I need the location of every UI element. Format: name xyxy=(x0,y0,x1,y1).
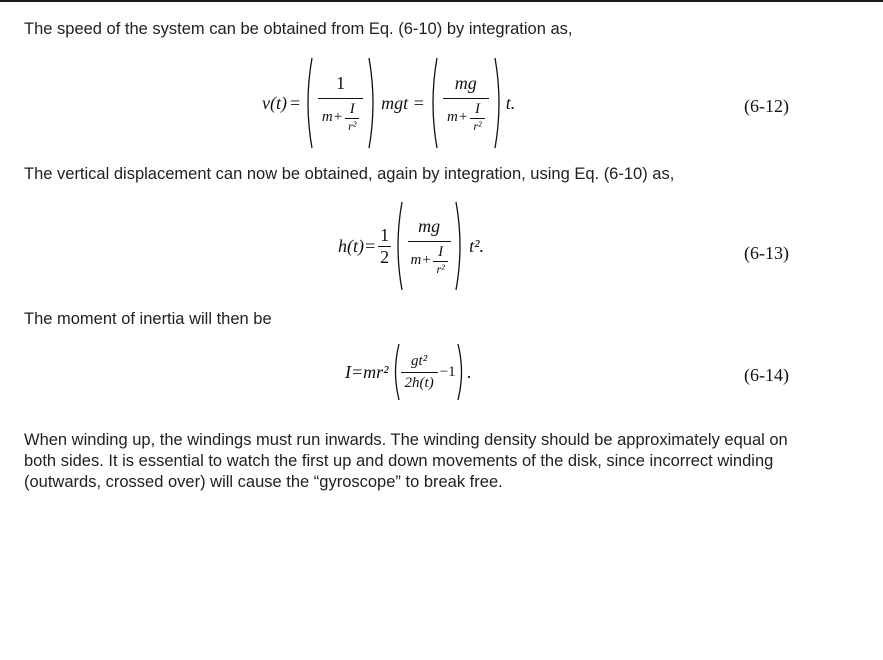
eq1-frac1-inner-I: I xyxy=(349,100,355,117)
eq3-numerator: gt² xyxy=(411,352,428,369)
eq2-m-plus: m+ xyxy=(410,251,432,268)
eq1-frac2-denominator xyxy=(443,98,489,134)
eq2-inner-r2: r² xyxy=(433,261,447,277)
eq1-equals: = xyxy=(289,92,301,113)
eq1-tail: t. xyxy=(505,92,516,113)
eq1-frac1-denominator xyxy=(318,98,364,134)
eq3-lhs: I=mr² xyxy=(345,361,389,382)
eq2-inner-fraction xyxy=(433,244,447,277)
eq1-right-paren xyxy=(368,57,378,149)
paragraph-winding-instructions: When winding up, the windings must run inwards. The winding density should be approximately equal on both sides. It is essential to watch the first up and down movements of the disk, since incorrect winding (outwards, crossed over) will cause the “gyroscope” to break free. xyxy=(24,431,788,491)
eq2-left-paren xyxy=(393,201,403,291)
eq2-denominator xyxy=(408,241,451,277)
eq2-numerator: mg xyxy=(418,215,441,236)
eq2-half-denominator: 2 xyxy=(380,246,390,267)
eq2-half-numerator: 1 xyxy=(380,224,390,245)
eq1-frac1-m: m xyxy=(321,108,333,125)
eq1-frac1-inner xyxy=(345,101,359,134)
eq3-minus-one: −1 xyxy=(439,363,456,380)
eq1-frac2-inner xyxy=(470,101,484,134)
eq3-fraction xyxy=(401,353,438,392)
eq1-frac2-inner-r2: r² xyxy=(470,118,484,134)
eq2-right-paren xyxy=(455,201,465,291)
eq1-mgt: mgt = xyxy=(381,92,425,113)
eq1-right-paren-2 xyxy=(494,57,504,149)
top-border xyxy=(0,0,883,2)
eq3-tail: . xyxy=(466,361,472,382)
eq1-frac1-inner-r2: r² xyxy=(345,118,359,134)
eq1-frac2-plus: + xyxy=(458,108,468,125)
eq2-tail: t². xyxy=(469,235,485,256)
eq1-fraction-2 xyxy=(441,73,491,134)
eq3-right-paren xyxy=(457,343,466,401)
eq2-half-fraction xyxy=(378,225,391,268)
equation-6-13 xyxy=(338,200,484,292)
eq1-fraction-1 xyxy=(316,73,365,134)
eq1-frac1-plus: + xyxy=(333,108,343,125)
eq3-denominator: 2h(t) xyxy=(401,372,438,392)
eq2-fraction xyxy=(406,216,452,277)
eq3-left-paren xyxy=(391,343,400,401)
eq1-frac2-inner-I: I xyxy=(474,100,480,117)
paragraph-speed-intro: The speed of the system can be obtained from Eq. (6-10) by integration as, xyxy=(24,20,573,38)
eq1-left-paren-2 xyxy=(428,57,438,149)
eq1-frac1-numerator: 1 xyxy=(336,72,346,93)
eq2-inner-I: I xyxy=(438,243,444,260)
equation-number-6-12: (6-12) xyxy=(744,96,789,116)
eq2-lhs: h(t)= xyxy=(338,235,377,256)
equation-6-12 xyxy=(262,56,515,150)
paragraph-moment-intro: The moment of inertia will then be xyxy=(24,310,272,328)
eq1-left-paren xyxy=(303,57,313,149)
paragraph-displacement-intro: The vertical displacement can now be obtained, again by integration, using Eq. (6-10) as, xyxy=(24,165,675,183)
equation-6-14 xyxy=(345,342,471,402)
equation-number-6-13: (6-13) xyxy=(744,243,789,263)
eq1-frac2-numerator: mg xyxy=(454,72,477,93)
equation-number-6-14: (6-14) xyxy=(744,365,789,385)
eq1-frac2-m: m xyxy=(447,108,458,125)
eq1-lhs: v(t) xyxy=(262,92,287,113)
